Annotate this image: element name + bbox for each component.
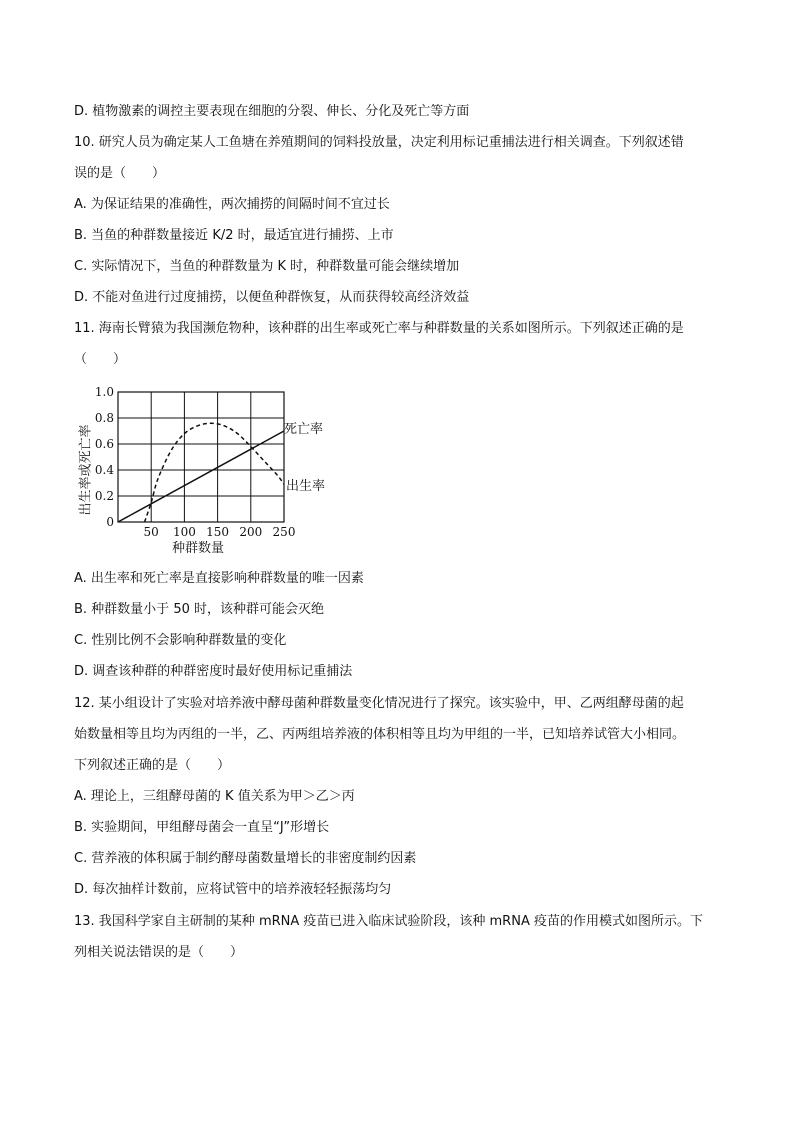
birth-rate-curve (145, 423, 284, 522)
text-line-18: B. 实验期间，甲组酵母菌会一直呈“J”形增长 (74, 820, 330, 835)
y-tick-label: 0.6 (94, 437, 114, 451)
text-line-3: 误的是（ ） (74, 166, 166, 181)
text-line-8: 11. 海南长臂猿为我国濒危物种，该种群的出生率或死亡率与种群数量的关系如图所示。下列叙述正确的是 (74, 321, 684, 336)
text-line-14: 12. 某小组设计了实验对培养液中酵母菌种群数量变化情况进行了探究。该实验中，甲、乙两组酵母菌的起 (74, 696, 684, 711)
y-axis-label: 出生率或死亡率 (78, 424, 94, 516)
text-line-13: D. 调查该种群的种群密度时最好使用标记重捕法 (74, 664, 353, 679)
text-line-2: 10. 研究人员为确定某人工鱼塘在养殖期间的饲料投放量，决定利用标记重捕法进行相关调查。下列叙述错 (74, 135, 684, 150)
x-tick-label: 50 (143, 525, 159, 539)
x-tick-label: 150 (206, 525, 230, 539)
text-line-12: C. 性别比例不会影响种群数量的变化 (74, 633, 287, 648)
plot-frame (118, 392, 284, 522)
text-line-19: C. 营养液的体积属于制约酵母菌数量增长的非密度制约因素 (74, 851, 417, 866)
text-line-17: A. 理论上，三组酵母菌的 K 值关系为甲＞乙＞丙 (74, 789, 355, 804)
y-tick-label: 0.2 (94, 489, 114, 503)
text-line-11: B. 种群数量小于 50 时，该种群可能会灭绝 (74, 602, 324, 617)
series-label-death-rate: 死亡率 (284, 422, 324, 437)
text-line-4: A. 为保证结果的准确性，两次捕捞的间隔时间不宜过长 (74, 197, 390, 212)
text-line-10: A. 出生率和死亡率是直接影响种群数量的唯一因素 (74, 571, 364, 586)
series-label-birth-rate: 出生率 (286, 479, 326, 494)
text-line-21: 13. 我国科学家自主研制的某种 mRNA 疫苗已进入临床试验阶段，该种 mRNA 疫苗的作用模式如图所示。下 (74, 914, 703, 929)
y-tick-label: 0 (106, 515, 114, 529)
text-line-5: B. 当鱼的种群数量接近 K/2 时，最适宜进行捕捞、上市 (74, 228, 394, 243)
text-line-16: 下列叙述正确的是（ ） (74, 758, 231, 773)
birth-death-rate-chart (72, 382, 342, 562)
y-tick-label: 0.4 (94, 463, 114, 477)
text-line-9: （ ） (74, 352, 127, 367)
chart-svg (72, 382, 342, 562)
text-line-15: 始数量相等且均为丙组的一半，乙、丙两组培养液的体积相等且均为甲组的一半，已知培养试管大小相同。 (74, 727, 686, 742)
x-tick-label: 250 (272, 525, 296, 539)
death-rate-line (118, 431, 284, 522)
x-tick-label: 100 (172, 525, 196, 539)
text-line-20: D. 每次抽样计数前，应将试管中的培养液轻轻振荡均匀 (74, 882, 392, 897)
y-tick-label: 0.8 (94, 411, 114, 425)
text-line-6: C. 实际情况下，当鱼的种群数量为 K 时，种群数量可能会继续增加 (74, 259, 460, 274)
text-line-22: 列相关说法错误的是（ ） (74, 945, 244, 960)
y-tick-label: 1.0 (94, 385, 114, 399)
text-line-1: D. 植物激素的调控主要表现在细胞的分裂、伸长、分化及死亡等方面 (74, 104, 470, 119)
text-line-7: D. 不能对鱼进行过度捕捞，以便鱼种群恢复，从而获得较高经济效益 (74, 290, 470, 305)
x-axis-label: 种群数量 (171, 541, 225, 556)
x-tick-label: 200 (239, 525, 263, 539)
